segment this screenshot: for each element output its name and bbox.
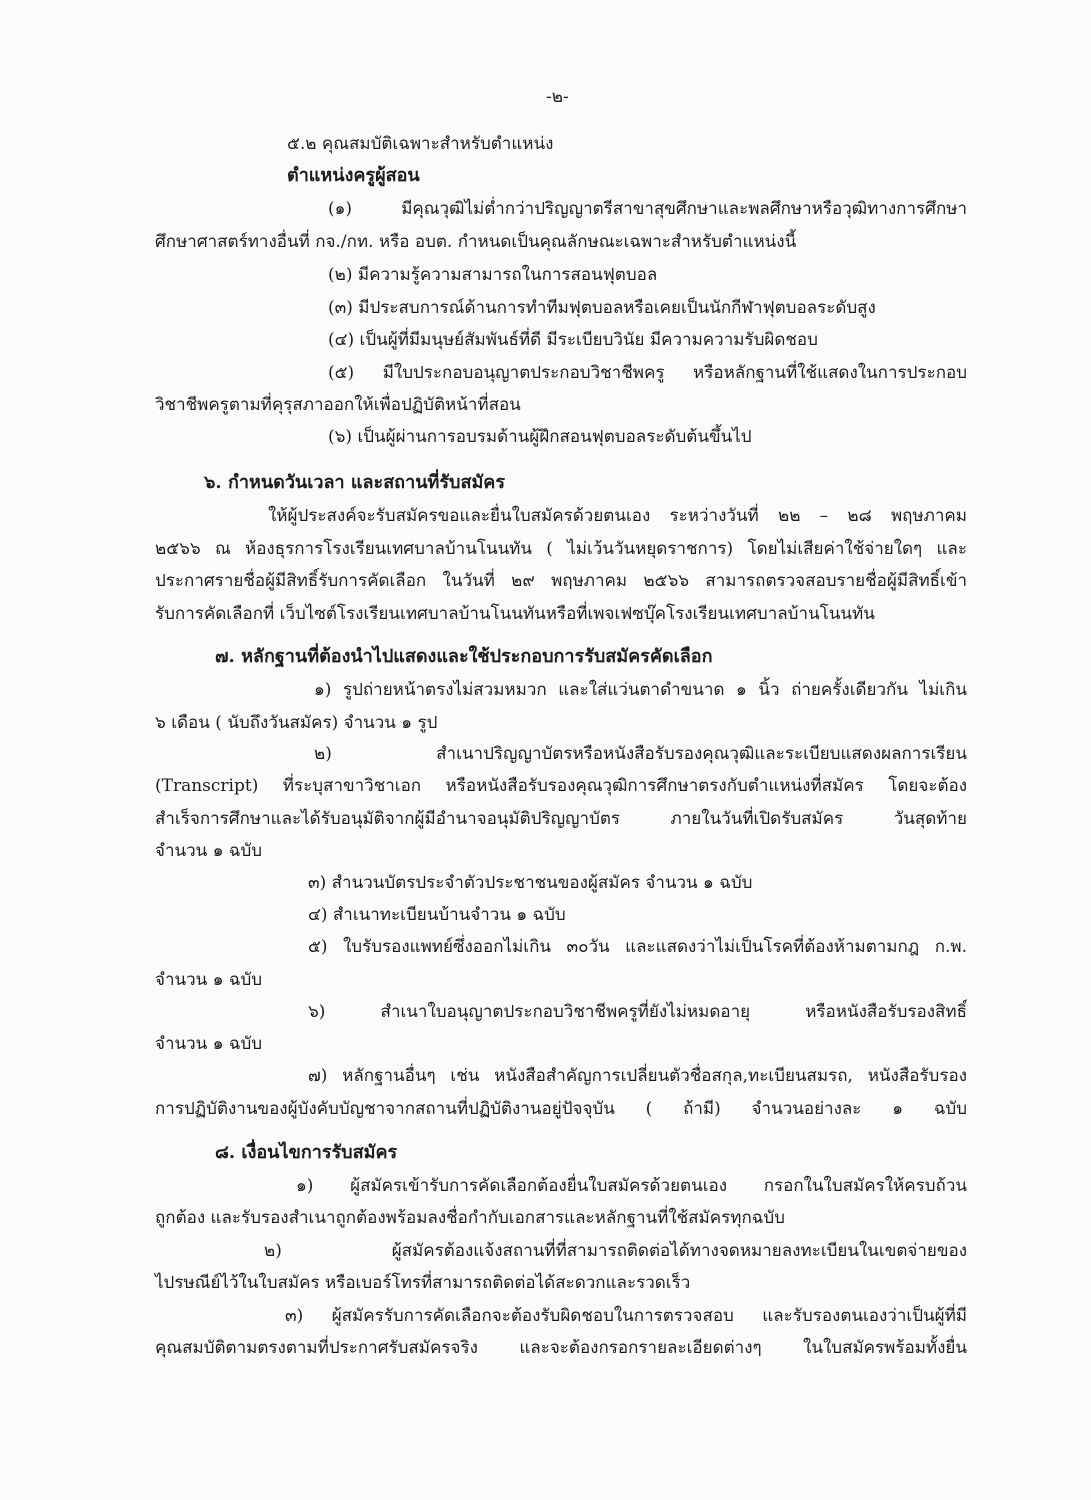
sec8-item1-line1: ๑) ผู้สมัครเข้ารับการคัดเลือกต้องยื่นใบสมัครด้วยตนเอง กรอกในใบสมัครให้ครบถ้วน [296,1176,967,1196]
sec7-item1-line1: ๑) รูปถ่ายหน้าตรงไม่สวมหมวก และใส่แว่นตาดำขนาด ๑ นิ้ว ถ่ายครั้งเดียวกัน ไม่เกิน [314,680,967,700]
sec5-item5-line2: วิชาชีพครูตามที่คุรุสภาออกให้เพื่อปฏิบัติหน้าที่สอน [155,395,521,415]
sec8-item3-line2: คุณสมบัติตามตรงตามที่ประกาศรับสมัครจริง และจะต้องกรอกรายละเอียดต่างๆ ในใบสมัครพร้อมทั้งยื่น [155,1338,967,1358]
sec7-item7-line2: การปฏิบัติงานของผู้บังคับบัญชาจากสถานที่ปฏิบัติงานอยู่ปัจจุบัน ( ถ้ามี) จำนวนอย่างละ ๑ ฉบับ [155,1099,967,1119]
sec7-item2-line3: สำเร็จการศึกษาและได้รับอนุมัติจากผู้มีอำนาจอนุมัติปริญญาบัตร ภายในวันที่เปิดรับสมัคร วันสุดท้าย [155,809,967,829]
sec5-position-title: ตำแหน่งครูผู้สอน [287,165,420,186]
sec6-line4: รับการคัดเลือกที่ เว็บไซต์โรงเรียนเทศบาลบ้านโนนทันหรือที่เพจเฟซบุ๊คโรงเรียนเทศบาลบ้านโนนทัน [155,604,875,624]
sec7-item7-line1: ๗) หลักฐานอื่นๆ เช่น หนังสือสำคัญการเปลี่ยนตัวชื่อสกุล,ทะเบียนสมรถ, หนังสือรับรอง [308,1066,967,1086]
sec5-item6: (๖) เป็นผู้ผ่านการอบรมด้านผู้ฝึกสอนฟุตบอลระดับต้นขึ้นไป [328,427,752,447]
sec7-item4: ๔) สำเนาทะเบียนบ้านจำวน ๑ ฉบับ [308,905,566,925]
sec6-line1: ให้ผู้ประสงค์จะรับสมัครขอและยื่นใบสมัครด้วยตนเอง ระหว่างวันที่ ๒๒ – ๒๘ พฤษภาคม [268,506,967,526]
sec5-item4: (๔) เป็นผู้ที่มีมนุษย์สัมพันธ์ที่ดี มีระเบียบวินัย มีความความรับผิดชอบ [328,330,818,350]
sec6-title: ๖. กำหนดวันเวลา และสถานที่รับสมัคร [204,472,506,493]
sec8-item2-line2: ไปรษณีย์ไว้ในใบสมัคร หรือเบอร์โทรที่สามารถติดต่อได้สะดวกและรวดเร็ว [155,1273,691,1293]
sec7-item6-line1: ๖) สำเนาใบอนุญาตประกอบวิชาชีพครูที่ยังไม่หมดอายุ หรือหนังสือรับรองสิทธิ์ [308,1002,967,1022]
sec8-item1-line2: ถูกต้อง และรับรองสำเนาถูกต้องพร้อมลงชื่อกำกับเอกสารและหลักฐานที่ใช้สมัครทุกฉบับ [155,1208,785,1228]
sec7-item3: ๓) สำนวนบัตรประจำตัวประชาชนของผู้สมัคร จำนวน ๑ ฉบับ [308,873,753,893]
sec7-item2-line2: (Transcript) ที่ระบุสาขาวิชาเอก หรือหนังสือรับรองคุณวุฒิการศึกษาตรงกับตำแหน่งที่สมัคร โดยจะต้อง [155,776,967,796]
sec7-item5-line2: จำนวน ๑ ฉบับ [155,970,263,990]
sec8-item3-line1: ๓) ผู้สมัครรับการคัดเลือกจะต้องรับผิดชอบในการตรวจสอบ และรับรองตนเองว่าเป็นผู้ที่มี [285,1306,967,1326]
sec5-item1-line1: (๑) มีคุณวุฒิไม่ต่ำกว่าปริญญาตรีสาขาสุขศึกษาและพลศึกษาหรือวุฒิทางการศึกษา [328,199,967,219]
sec7-item2-line1: ๒) สำเนาปริญญาบัตรหรือหนังสือรับรองคุณวุฒิและระเบียบแสดงผลการเรียน [314,744,967,764]
sec5-item1-line2: ศึกษาศาสตร์ทางอื่นที่ กจ./กท. หรือ อบต. กำหนดเป็นคุณลักษณะเฉพาะสำหรับตำแหน่งนี้ [155,232,797,252]
page-number: -๒- [546,87,569,107]
sec5-item3: (๓) มีประสบการณ์ด้านการทำทีมฟุตบอลหรือเคยเป็นนักกีฬาฟุตบอลระดับสูง [328,298,876,318]
sec7-item1-line2: ๖ เดือน ( นับถึงวันสมัคร) จำนวน ๑ รูป [155,713,438,733]
sec8-item2-line1: ๒) ผู้สมัครต้องแจ้งสถานที่ที่สามารถติดต่อได้ทางจดหมายลงทะเบียนในเขตจ่ายของ [264,1241,967,1261]
sec7-item5-line1: ๕) ใบรับรองแพทย์ซึ่งออกไม่เกิน ๓๐วัน และแสดงว่าไม่เป็นโรคที่ต้องห้ามตามกฎ ก.พ. [308,937,967,957]
sec5-sub-title: ๕.๒ คุณสมบัติเฉพาะสำหรับตำแหน่ง [287,134,554,154]
sec7-title: ๗. หลักฐานที่ต้องนำไปแสดงและใช้ประกอบการรับสมัครคัดเลือก [215,646,713,667]
sec7-item2-line4: จำนวน ๑ ฉบับ [155,841,263,861]
sec8-title: ๘. เงื่อนไขการรับสมัคร [215,1142,398,1163]
sec5-item5-line1: (๕) มีใบประกอบอนุญาตประกอบวิชาชีพครู หรือหลักฐานที่ใช้แสดงในการประกอบ [328,363,967,383]
sec5-item2: (๒) มีความรู้ความสามารถในการสอนฟุตบอล [328,265,658,285]
sec6-line2: ๒๕๖๖ ณ ห้องธุรการโรงเรียนเทศบาลบ้านโนนทัน ( ไม่เว้นวันหยุดราชการ) โดยไม่เสียค่าใช้จ่ายใดๆ และ [155,539,967,559]
sec7-item6-line2: จำนวน ๑ ฉบับ [155,1034,263,1054]
sec6-line3: ประกาศรายชื่อผู้มีสิทธิ์รับการคัดเลือก ในวันที่ ๒๙ พฤษภาคม ๒๕๖๖ สามารถตรวจสอบรายชื่อผู้มีสิทธิ์เข้า [155,571,967,591]
